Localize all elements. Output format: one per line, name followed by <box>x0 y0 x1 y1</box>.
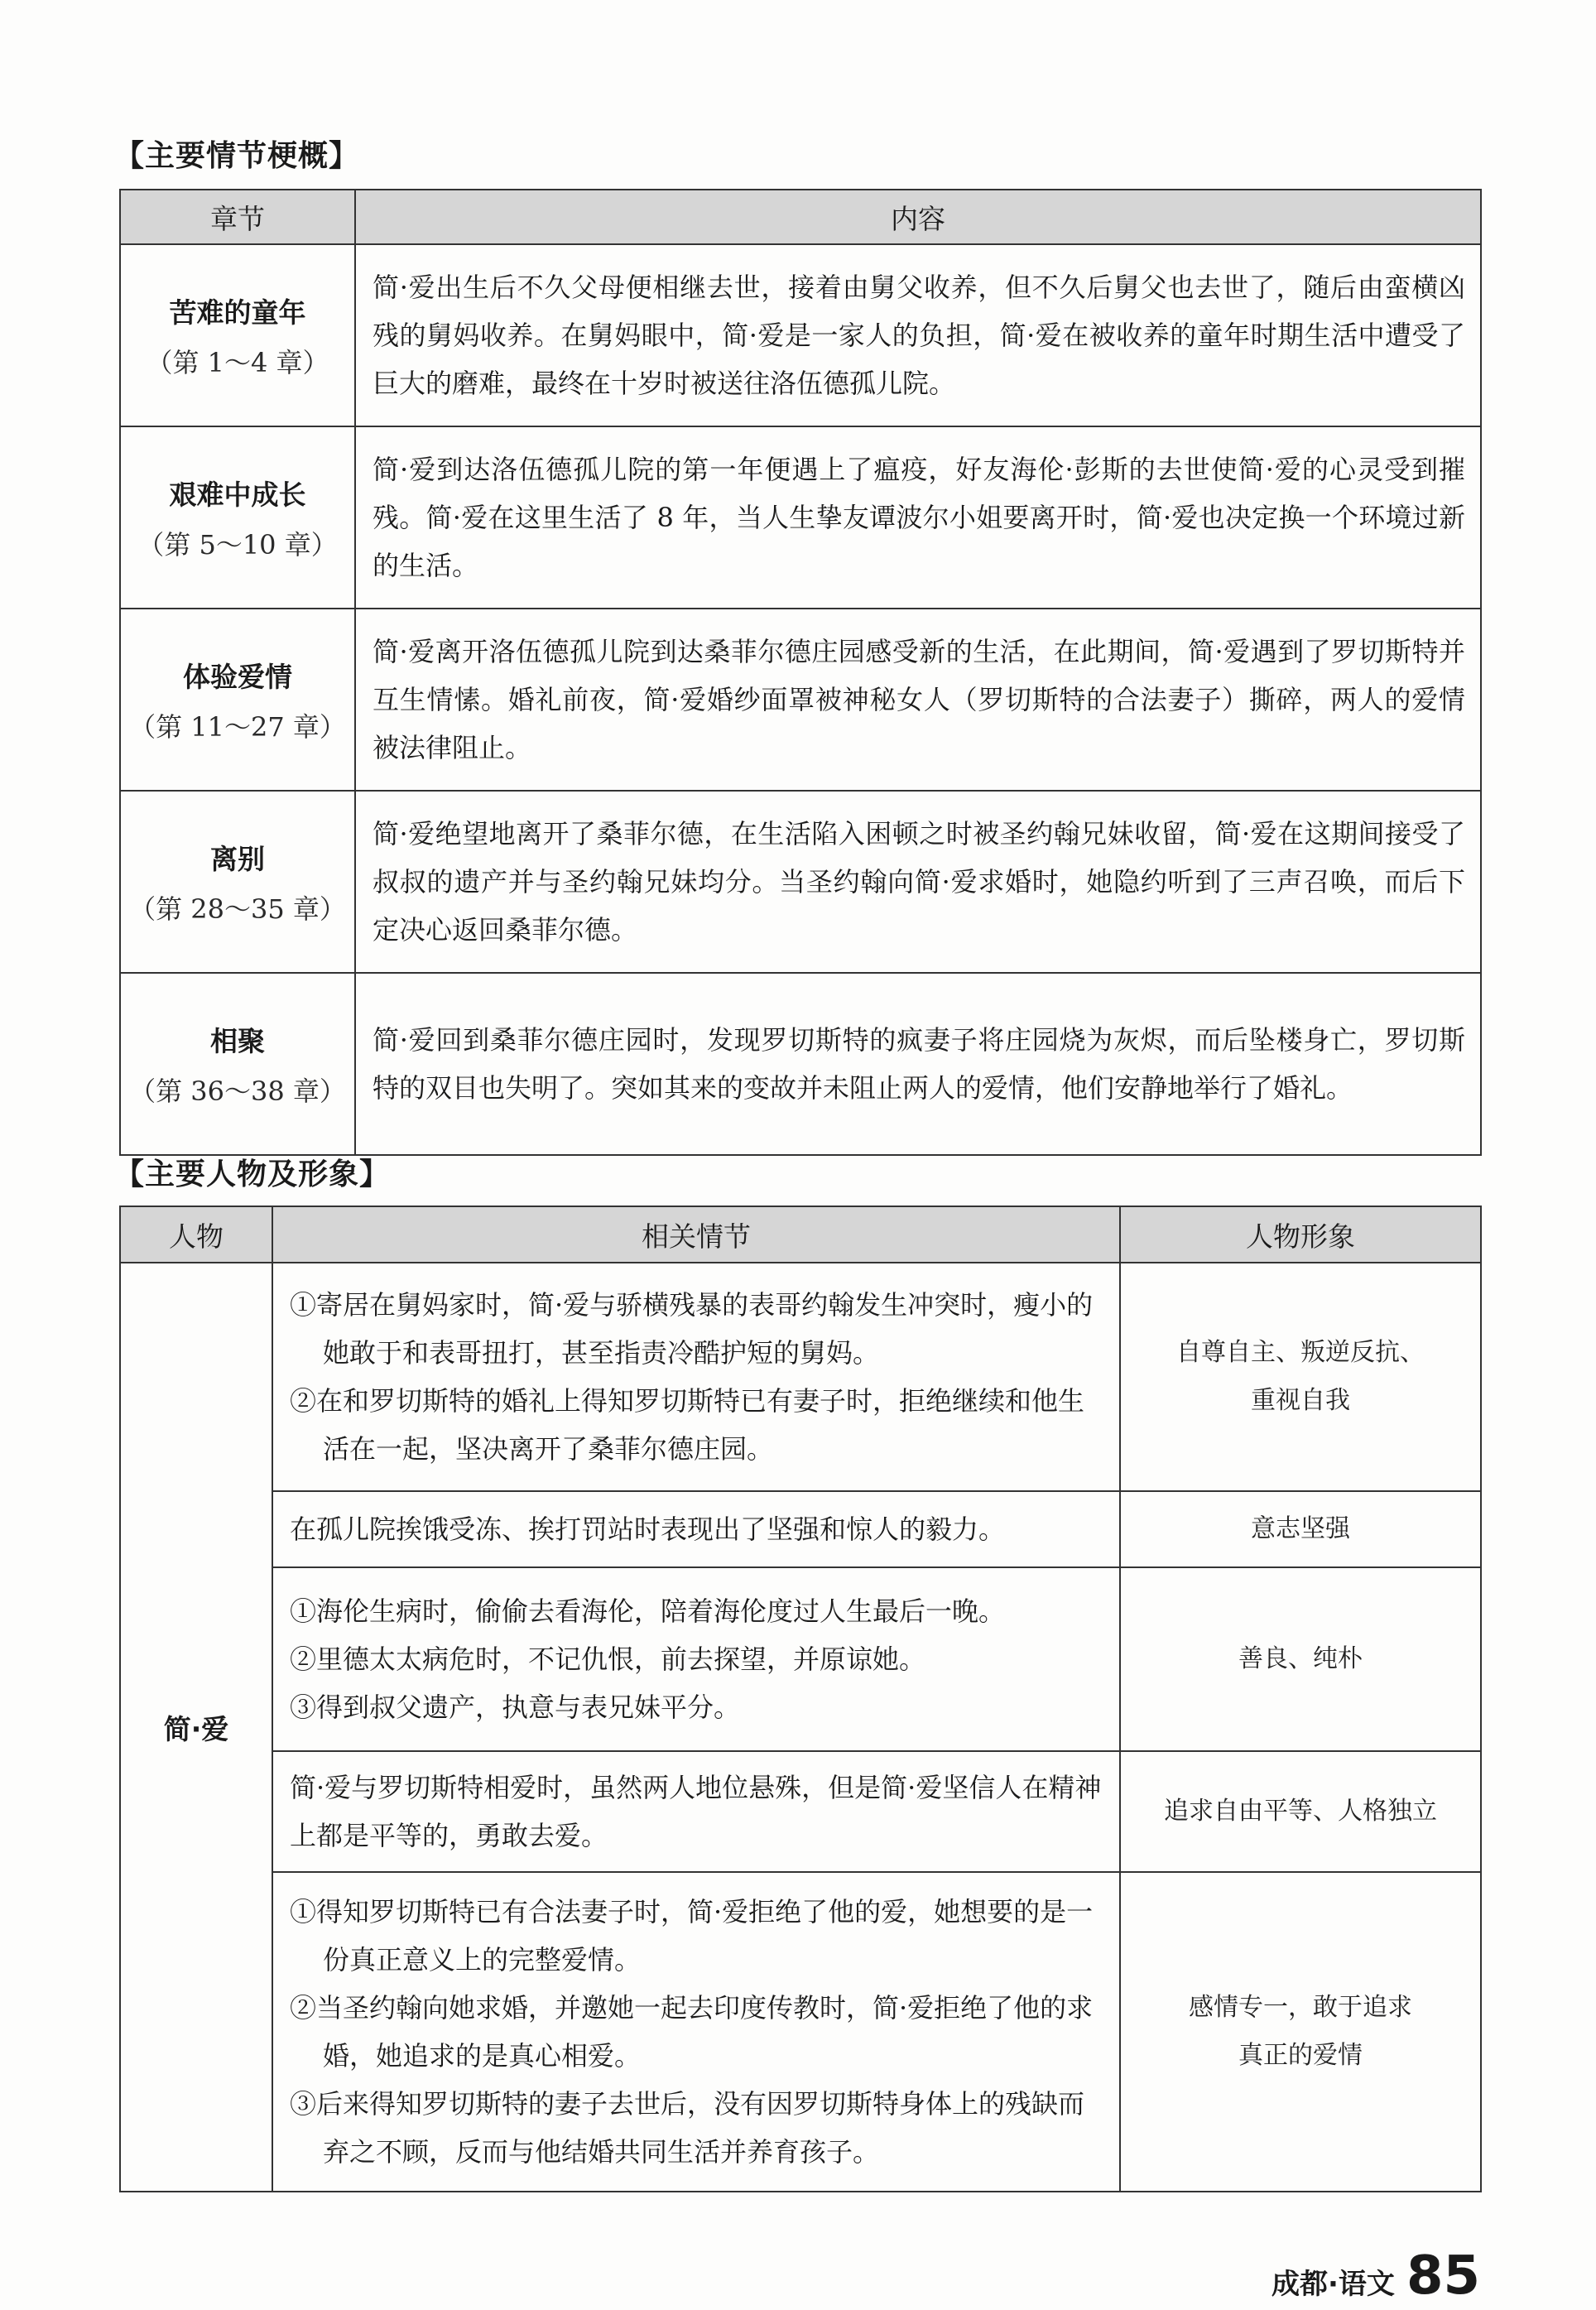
image-text: 真正的爱情 <box>1238 2041 1363 2070</box>
character-row <box>120 1751 1481 1872</box>
plot-item: ②里德太太病危时，不记仇恨，前去探望，并原谅她。 <box>290 1643 926 1675</box>
chapter-title: 离别 <box>210 842 265 875</box>
image-text: 追求自由平等、人格独立 <box>1164 1797 1437 1826</box>
character-row <box>120 1263 1481 1491</box>
chapter-cell <box>120 244 355 426</box>
chapter-title: 艰难中成长 <box>169 478 306 511</box>
chapter-cell <box>120 426 355 609</box>
related-plot-cell <box>272 1491 1120 1567</box>
related-plot-cell <box>272 1567 1120 1751</box>
chapter-cell <box>120 791 355 973</box>
plot-content: 简·爱出生后不久父母便相继去世，接着由舅父收养，但不久后舅父也去世了，随后由蛮横凶残的舅妈收养。在舅妈眼中，简·爱是一家人的负担，简·爱在被收养的童年时期生活中遭受了巨大的磨难，最终在十岁时被送往洛伍德孤儿院。 <box>355 244 1481 426</box>
plot-table-header <box>120 190 1481 244</box>
character-table <box>119 1206 1482 2192</box>
character-row <box>120 1872 1481 2192</box>
related-plot-cell <box>272 1872 1120 2192</box>
character-section-title: 【主要人物及形象】 <box>114 1157 391 1191</box>
plot-item: 简·爱与罗切斯特相爱时，虽然两人地位悬殊，但是简·爱坚信人在精神上都是平等的，勇敢去爱。 <box>290 1772 1102 1851</box>
character-image-cell <box>1120 1567 1481 1751</box>
chapter-title: 苦难的童年 <box>169 296 306 329</box>
image-text: 自尊自主、叛逆反抗、 <box>1176 1338 1425 1367</box>
plot-item: ①寄居在舅妈家时，简·爱与骄横残暴的表哥约翰发生冲突时，瘦小的她敢于和表哥扭打，甚至指责冷酷护短的舅妈。 <box>290 1289 1094 1369</box>
plot-summary-table <box>119 189 1482 1156</box>
chapter-range: （第 11～27 章） <box>129 710 346 743</box>
header-related-plot: 相关情节 <box>272 1206 1120 1263</box>
character-table-header <box>120 1206 1481 1263</box>
plot-row <box>120 791 1481 973</box>
plot-content: 简·爱到达洛伍德孤儿院的第一年便遇上了瘟疫，好友海伦·彭斯的去世使简·爱的心灵受到摧残。简·爱在这里生活了 8 年，当人生挚友谭波尔小姐要离开时，简·爱也决定换一个环境过新的生活。 <box>355 426 1481 609</box>
header-content: 内容 <box>355 190 1481 244</box>
chapter-range: （第 28～35 章） <box>129 893 346 925</box>
plot-row <box>120 609 1481 791</box>
chapter-title: 相聚 <box>210 1024 265 1057</box>
character-row <box>120 1491 1481 1567</box>
plot-item: ②当圣约翰向她求婚，并邀她一起去印度传教时，简·爱拒绝了他的求婚，她追求的是真心相爱。 <box>290 1992 1094 2072</box>
related-plot-cell <box>272 1263 1120 1491</box>
plot-content: 简·爱绝望地离开了桑菲尔德，在生活陷入困顿之时被圣约翰兄妹收留，简·爱在这期间接受了叔叔的遗产并与圣约翰兄妹均分。当圣约翰向简·爱求婚时，她隐约听到了三声召唤，而后下定决心返回桑菲尔德。 <box>355 791 1481 973</box>
chapter-title: 体验爱情 <box>183 660 292 693</box>
header-chapter: 章节 <box>120 190 355 244</box>
header-person: 人物 <box>120 1206 272 1263</box>
person-name: 简·爱 <box>120 1263 272 2192</box>
plot-item: ①海伦生病时，偷偷去看海伦，陪着海伦度过人生最后一晚。 <box>290 1595 1006 1627</box>
chapter-cell <box>120 609 355 791</box>
plot-row <box>120 244 1481 426</box>
character-image-cell <box>1120 1872 1481 2192</box>
footer-label: 成都·语文 <box>1272 2268 1395 2301</box>
header-character-image: 人物形象 <box>1120 1206 1481 1263</box>
image-text: 意志坚强 <box>1251 1514 1350 1543</box>
character-image-cell <box>1120 1263 1481 1491</box>
image-text: 感情专一，敢于追求 <box>1189 1993 1412 2022</box>
plot-content: 简·爱回到桑菲尔德庄园时，发现罗切斯特的疯妻子将庄园烧为灰烬，而后坠楼身亡，罗切斯特的双目也失明了。突如其来的变故并未阻止两人的爱情，他们安静地举行了婚礼。 <box>355 973 1481 1155</box>
plot-row <box>120 426 1481 609</box>
related-plot-cell <box>272 1751 1120 1872</box>
chapter-cell <box>120 973 355 1155</box>
image-text: 重视自我 <box>1251 1386 1350 1415</box>
plot-content: 简·爱离开洛伍德孤儿院到达桑菲尔德庄园感受新的生活，在此期间，简·爱遇到了罗切斯特并互生情愫。婚礼前夜，简·爱婚纱面罩被神秘女人（罗切斯特的合法妻子）撕碎，两人的爱情被法律阻止。 <box>355 609 1481 791</box>
plot-item: ③得到叔父遗产，执意与表兄妹平分。 <box>290 1692 741 1723</box>
plot-row <box>120 973 1481 1155</box>
plot-item: ①得知罗切斯特已有合法妻子时，简·爱拒绝了他的爱，她想要的是一份真正意义上的完整爱情。 <box>290 1896 1094 1976</box>
character-image-cell <box>1120 1491 1481 1567</box>
character-row <box>120 1567 1481 1751</box>
page-number: 85 <box>1406 2245 1480 2307</box>
plot-item: ②在和罗切斯特的婚礼上得知罗切斯特已有妻子时，拒绝继续和他生活在一起，坚决离开了桑菲尔德庄园。 <box>290 1385 1085 1465</box>
chapter-range: （第 36～38 章） <box>129 1075 346 1107</box>
character-image-cell <box>1120 1751 1481 1872</box>
page-footer <box>1272 2245 1480 2307</box>
chapter-range: （第 5～10 章） <box>137 528 338 561</box>
plot-item: 在孤儿院挨饿受冻、挨打罚站时表现出了坚强和惊人的毅力。 <box>290 1514 1006 1545</box>
image-text: 善良、纯朴 <box>1238 1644 1363 1673</box>
chapter-range: （第 1～4 章） <box>146 346 329 378</box>
plot-item: ③后来得知罗切斯特的妻子去世后，没有因罗切斯特身体上的残缺而弃之不顾，反而与他结婚共同生活并养育孩子。 <box>290 2088 1085 2168</box>
plot-section-title: 【主要情节梗概】 <box>114 139 360 173</box>
